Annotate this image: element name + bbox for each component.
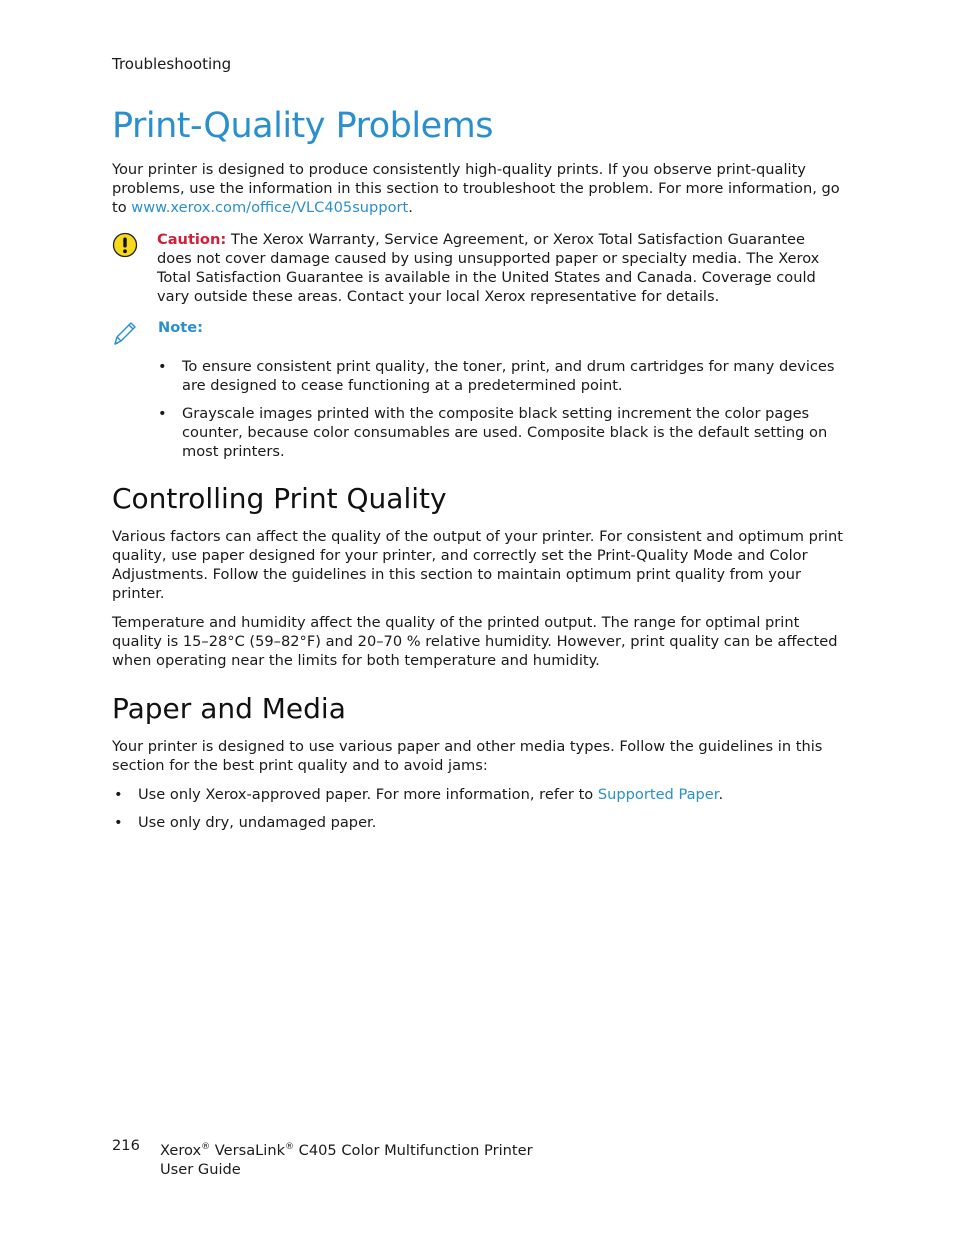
controlling-paragraph-2: Temperature and humidity affect the quality of the printed output. The range for optimal print quality is 15–28°C (59–82°F) and 20–70 % relative humidity. However, print quality can be affected when operating near the limits for both temperature and humidity. [112, 614, 838, 669]
intro-period: . [408, 199, 413, 216]
list-item: • To ensure consistent print quality, the toner, print, and drum cartridges for many devices are designed to cease functioning at a predetermined point. [182, 357, 847, 395]
controlling-paragraph-1: Various factors can affect the quality of the output of your printer. For consistent and optimum print quality, use paper designed for your printer, and correctly set the Print-Quality Mode and Color Adjustments. Follow the guidelines in this section to maintain optimum print quality from your printer. [112, 528, 843, 602]
footer-product [160, 1138, 533, 1179]
intro-text: Your printer is designed to produce consistently high-quality prints. If you observe print-quality problems, use the information in this section to troubleshoot the problem. For more information, go to [112, 161, 840, 216]
page-number: 216 [112, 1137, 140, 1154]
page-title: Print-Quality Problems [112, 106, 493, 146]
list-item: • Use only dry, undamaged paper. [138, 813, 838, 832]
paper-intro: Your printer is designed to use various paper and other media types. Follow the guidelines in this section for the best print quality and to avoid jams: [112, 738, 823, 774]
intro-paragraph [112, 160, 847, 217]
model-name: C405 Color Multifunction Printer [294, 1141, 533, 1159]
registered-mark: ® [201, 1142, 211, 1152]
paper-list [138, 785, 838, 841]
support-link[interactable]: www.xerox.com/office/VLC405support [131, 199, 409, 216]
brand-xerox: Xerox [160, 1141, 202, 1159]
section-heading-controlling: Controlling Print Quality [112, 482, 447, 515]
running-header: Troubleshooting [112, 55, 232, 73]
note-label: Note: [158, 319, 203, 336]
footer-guide: User Guide [160, 1160, 241, 1178]
caution-icon [112, 232, 138, 262]
list-item-text: Use only Xerox-approved paper. For more information, refer to [138, 786, 598, 803]
caution-paragraph [157, 230, 837, 306]
brand-versalink: VersaLink [210, 1141, 286, 1159]
pencil-icon [112, 319, 138, 351]
caution-text: The Xerox Warranty, Service Agreement, or Xerox Total Satisfaction Guarantee does not cover damage caused by using unsupported paper or specialty media. The Xerox Total Satisfaction Guarantee is available in the United States and Canada. Coverage could vary outside these areas. Contact your local Xerox representative for details. [157, 231, 820, 305]
supported-paper-link[interactable]: Supported Paper [597, 786, 719, 803]
list-item [138, 785, 838, 804]
registered-mark: ® [285, 1142, 295, 1152]
caution-label: Caution: [157, 231, 227, 248]
note-list [182, 357, 847, 470]
footer-product-line [160, 1138, 533, 1160]
section-heading-paper: Paper and Media [112, 692, 346, 725]
list-item: • Grayscale images printed with the composite black setting increment the color pages counter, because color consumables are used. Composite black is the default setting on most printers. [182, 404, 847, 461]
list-item-period: . [718, 786, 724, 803]
